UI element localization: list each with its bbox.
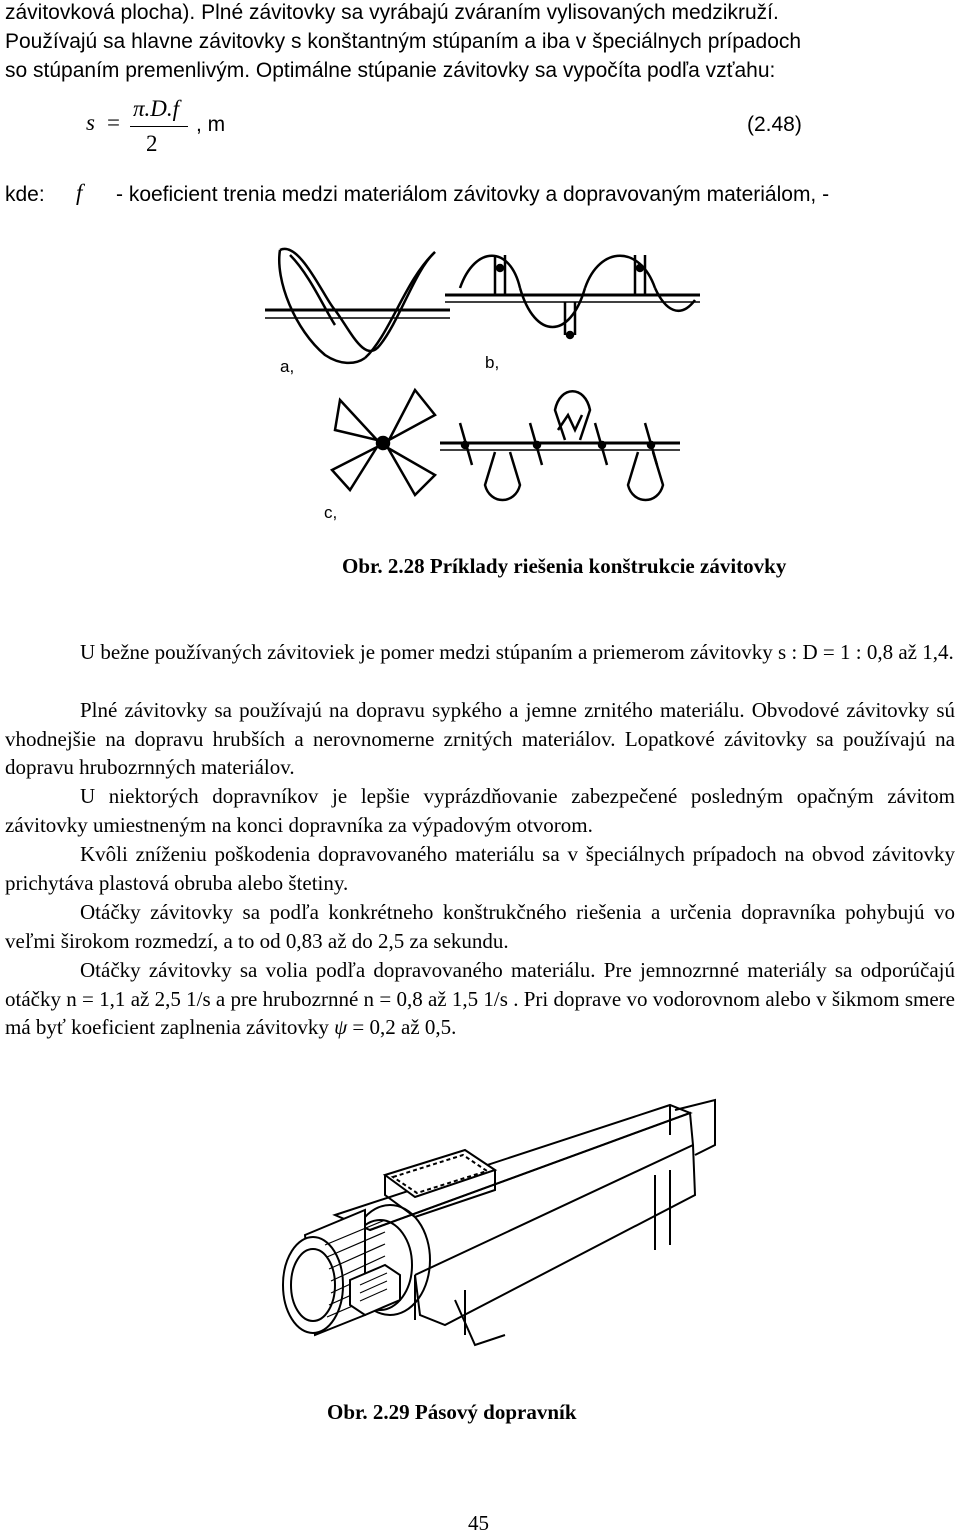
paragraph-5: Otáčky závitovky sa podľa konkrétneho konštrukčného riešenia a určenia dopravníka pohybujú vo veľmi širokom rozmedzí, a to od 0,83 až do 2,5 za sekundu. bbox=[5, 900, 955, 953]
where-label: kde: bbox=[5, 183, 45, 206]
paragraph-2: Plné závitovky sa používajú na dopravu sypkého a jemne zrnitého materiálu. Obvodové závitovky sú vhodnejšie na dopravu hrubších a nerovnomerne zrnitých materiálov. Lopatkové závitovky sa používajú na dopravu hrubozrnných materiálov. bbox=[5, 698, 955, 779]
paragraph-6-end: = 0,2 až 0,5. bbox=[347, 1015, 457, 1039]
figure-caption-2-29: Obr. 2.29 Pásový dopravník bbox=[327, 1400, 577, 1424]
formula-denominator: 2 bbox=[146, 131, 158, 156]
intro-line-1: závitovková plocha). Plné závitovky sa vyrábajú zváraním vylisovaných medzikruží. bbox=[5, 1, 779, 24]
ribbon-screw-drawing bbox=[445, 255, 700, 338]
paddle-screw-drawing bbox=[332, 390, 680, 500]
solid-screw-drawing bbox=[265, 249, 450, 363]
label-b: b, bbox=[485, 353, 500, 372]
paragraph-6-text: Otáčky závitovky sa volia podľa dopravovaného materiálu. Pre jemnozrnné materiály sa odporúčajú otáčky n = 1,1 až 2,5 1/s a pre hrubozrnné n = 0,8 až 1,5 1/s . Pri doprave vo vodorovnom alebo v šikmom smere má byť koeficient zaplnenia závitovky bbox=[5, 958, 955, 1039]
paragraph-6 bbox=[5, 956, 955, 1042]
formula-lhs: s bbox=[86, 110, 95, 135]
psi-symbol: ψ bbox=[334, 1015, 348, 1039]
conveyor-figure bbox=[275, 1085, 725, 1395]
intro-line-3: so stúpaním premenlivým. Optimálne stúpanie závitovky sa vypočíta podľa vzťahu: bbox=[5, 59, 776, 82]
equation-number: (2.48) bbox=[747, 113, 802, 136]
formula-eq: = bbox=[107, 110, 120, 135]
fraction-bar bbox=[130, 126, 188, 127]
where-symbol: f bbox=[76, 180, 83, 205]
paragraph-3: U niektorých dopravníkov je lepšie vyprázdňovanie zabezpečené posledným opačným závitom závitovky umiestneným na konci dopravníka za výpadovým otvorom. bbox=[5, 784, 955, 837]
screw-designs-figure bbox=[240, 240, 720, 530]
label-c: c, bbox=[324, 503, 338, 522]
formula-unit: , m bbox=[196, 113, 226, 136]
label-a: a, bbox=[280, 357, 295, 376]
paragraph-4: Kvôli zníženiu poškodenia dopravovaného materiálu sa v špeciálnych prípadoch na obvod závitovky prichytáva plastová obruba alebo štetiny. bbox=[5, 842, 955, 895]
where-text: - koeficient trenia medzi materiálom závitovky a dopravovaným materiálom, - bbox=[116, 183, 830, 206]
paragraph-1: U bežne používaných závitoviek je pomer medzi stúpaním a priemerom závitovky s : D = 1 : 0,8 až 1,4. bbox=[80, 640, 954, 664]
page-number: 45 bbox=[468, 1511, 489, 1535]
intro-line-2: Používajú sa hlavne závitovky s konštantným stúpaním a iba v špeciálnych prípadoch bbox=[5, 30, 802, 53]
figure-caption-2-28: Obr. 2.28 Príklady riešenia konštrukcie závitovky bbox=[342, 554, 787, 578]
formula-numerator: π.D.f bbox=[133, 96, 180, 121]
